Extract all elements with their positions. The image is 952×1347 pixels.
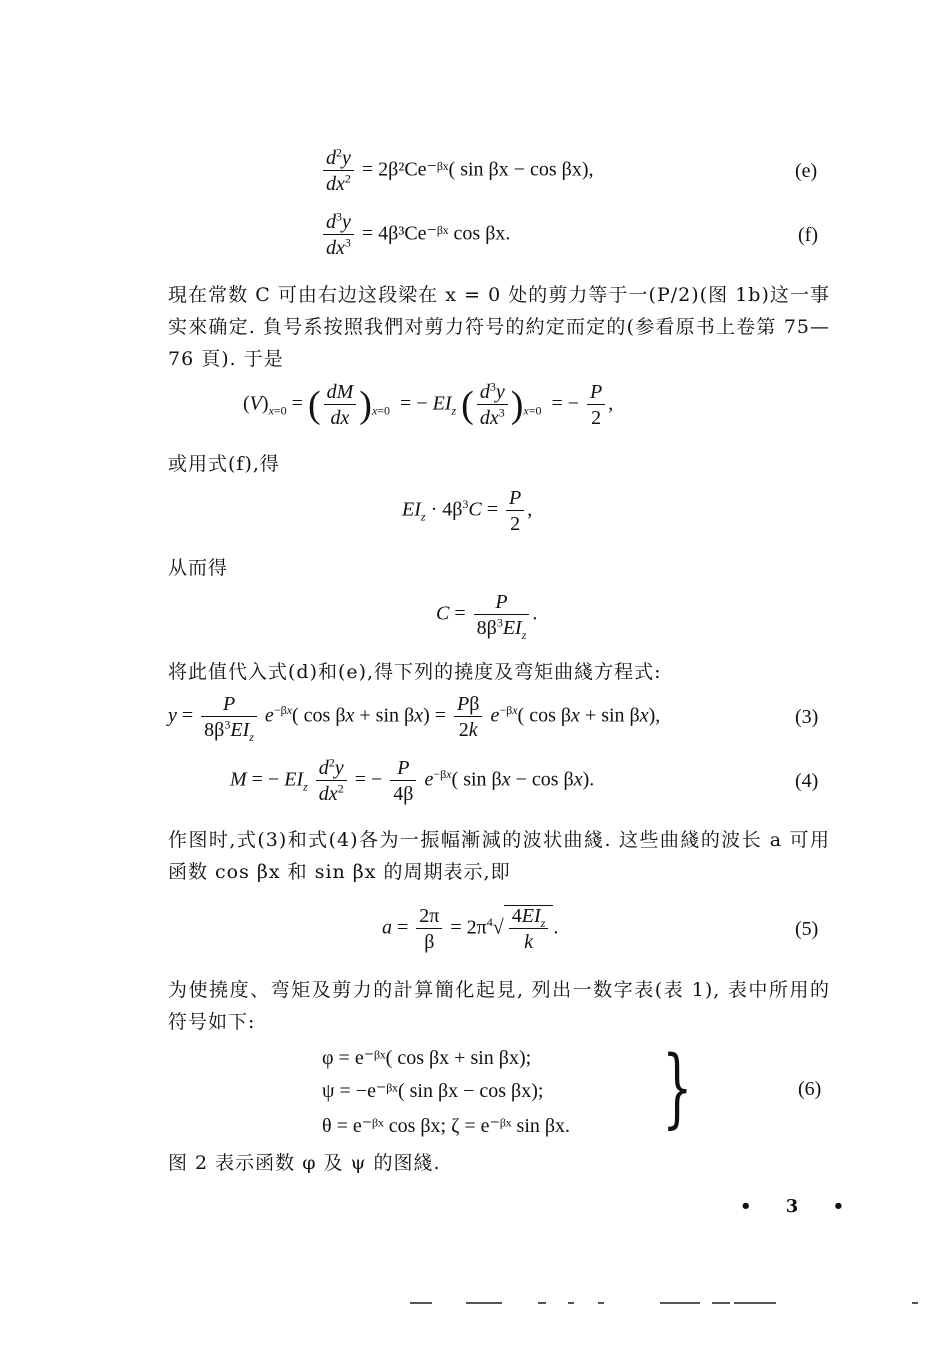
equation-ei: $EI_z \cdot 4\beta^3C$ = $\frac{P}{2}$ ,: [402, 487, 533, 535]
paragraph-wavelength: 作图时,式(3)和式(4)各为一振幅漸減的波状曲綫. 这些曲綫的波长 a 可用函数 cos βx 和 sin βx 的周期表示,即: [168, 829, 830, 883]
paragraph-table-symbols: 为使撓度、弯矩及剪力的計算簡化起見, 列出一数字表(表 1), 表中所用的符号如下:: [168, 979, 830, 1033]
scan-artifact: [734, 1302, 776, 1304]
paragraph-thus: 从而得: [168, 557, 229, 579]
equation-e-rhs: = 2β²Ce⁻ᵝˣ( sin βx − cos βx),: [361, 158, 594, 181]
paragraph-figure2: 图 2 表示函数 φ 及 ψ 的图綫.: [168, 1152, 441, 1174]
scan-artifact: [712, 1302, 730, 1304]
equation-e: $\frac{d^2y}{dx^2}$ = 2β²Ce⁻ᵝˣ( sin βx − cos βx),: [320, 148, 594, 194]
equation-3-label: (3): [795, 706, 819, 728]
equation-6-line3: θ = e⁻ᵝˣ cos βx; ζ = e⁻ᵝˣ sin βx.: [322, 1115, 571, 1137]
equation-5-label: (5): [795, 918, 819, 940]
scan-artifact: [660, 1302, 700, 1304]
paragraph-using-f: 或用式(f),得: [168, 453, 280, 475]
equation-6-line2: ψ = −e⁻ᵝˣ( sin βx − cos βx);: [322, 1080, 544, 1102]
equation-4: M = − $EI_z$ $\frac{d^2y}{dx^2}$ = − $\frac{P}{4\beta}$ $e^{-\beta x}$( sin βx − cos βx).: [230, 755, 595, 805]
scan-artifact: [410, 1302, 432, 1304]
scan-artifact: [538, 1302, 546, 1304]
equation-c: C = $\frac{P}{8\beta^3EI_z}$ .: [436, 591, 538, 642]
equation-f-label: (f): [798, 224, 818, 246]
equation-f: $\frac{d^3y}{dx^3}$ = 4β³Ce⁻ᵝˣ cos βx.: [320, 212, 510, 258]
equation-3: y = $\frac{P}{8\beta^3EI_z}$ $e^{-\beta x}$( cos βx + sin βx) = $\frac{P\beta}{2k}$ $e^{-\beta x}$( cos βx + sin βx),: [168, 693, 661, 744]
page-number: • 3 •: [740, 1196, 859, 1217]
scan-artifact: [568, 1302, 574, 1304]
equation-6-label: (6): [798, 1078, 822, 1100]
scan-artifact: [912, 1302, 918, 1304]
equation-6-line1: φ = e⁻ᵝˣ( cos βx + sin βx);: [322, 1047, 532, 1069]
equation-6-brace: }: [662, 1038, 693, 1138]
equation-e-label: (e): [795, 160, 818, 182]
equation-f-rhs: = 4β³Ce⁻ᵝˣ cos βx.: [361, 222, 511, 245]
equation-shear: $(V)_{x=0}$ = ( $\frac{dM}{dx}$ )$_{x=0}$ = − $EI_z$ ( $\frac{d^3y}{dx^3}$ )$_{x=0}$ = − $\frac{P}{2}$ ,: [243, 379, 614, 429]
equation-5: a = $\frac{2\pi}{\beta}$ = $2\pi^4√$ $\frac{4EI_z}{k}$ .: [382, 905, 559, 953]
equation-4-label: (4): [795, 770, 819, 792]
scan-artifact: [598, 1302, 604, 1304]
scan-artifact: [466, 1302, 502, 1304]
paragraph-substitute: 将此值代入式(d)和(e),得下列的撓度及弯矩曲綫方程式:: [168, 661, 662, 683]
paragraph-shear-condition: 現在常数 C 可由右边这段梁在 x = 0 处的剪力等于一(P/2)(图 1b)这一事实來确定. 負号系按照我們对剪力符号的約定而定的(参看原书上卷第 75—76 頁). 于是: [168, 284, 830, 370]
